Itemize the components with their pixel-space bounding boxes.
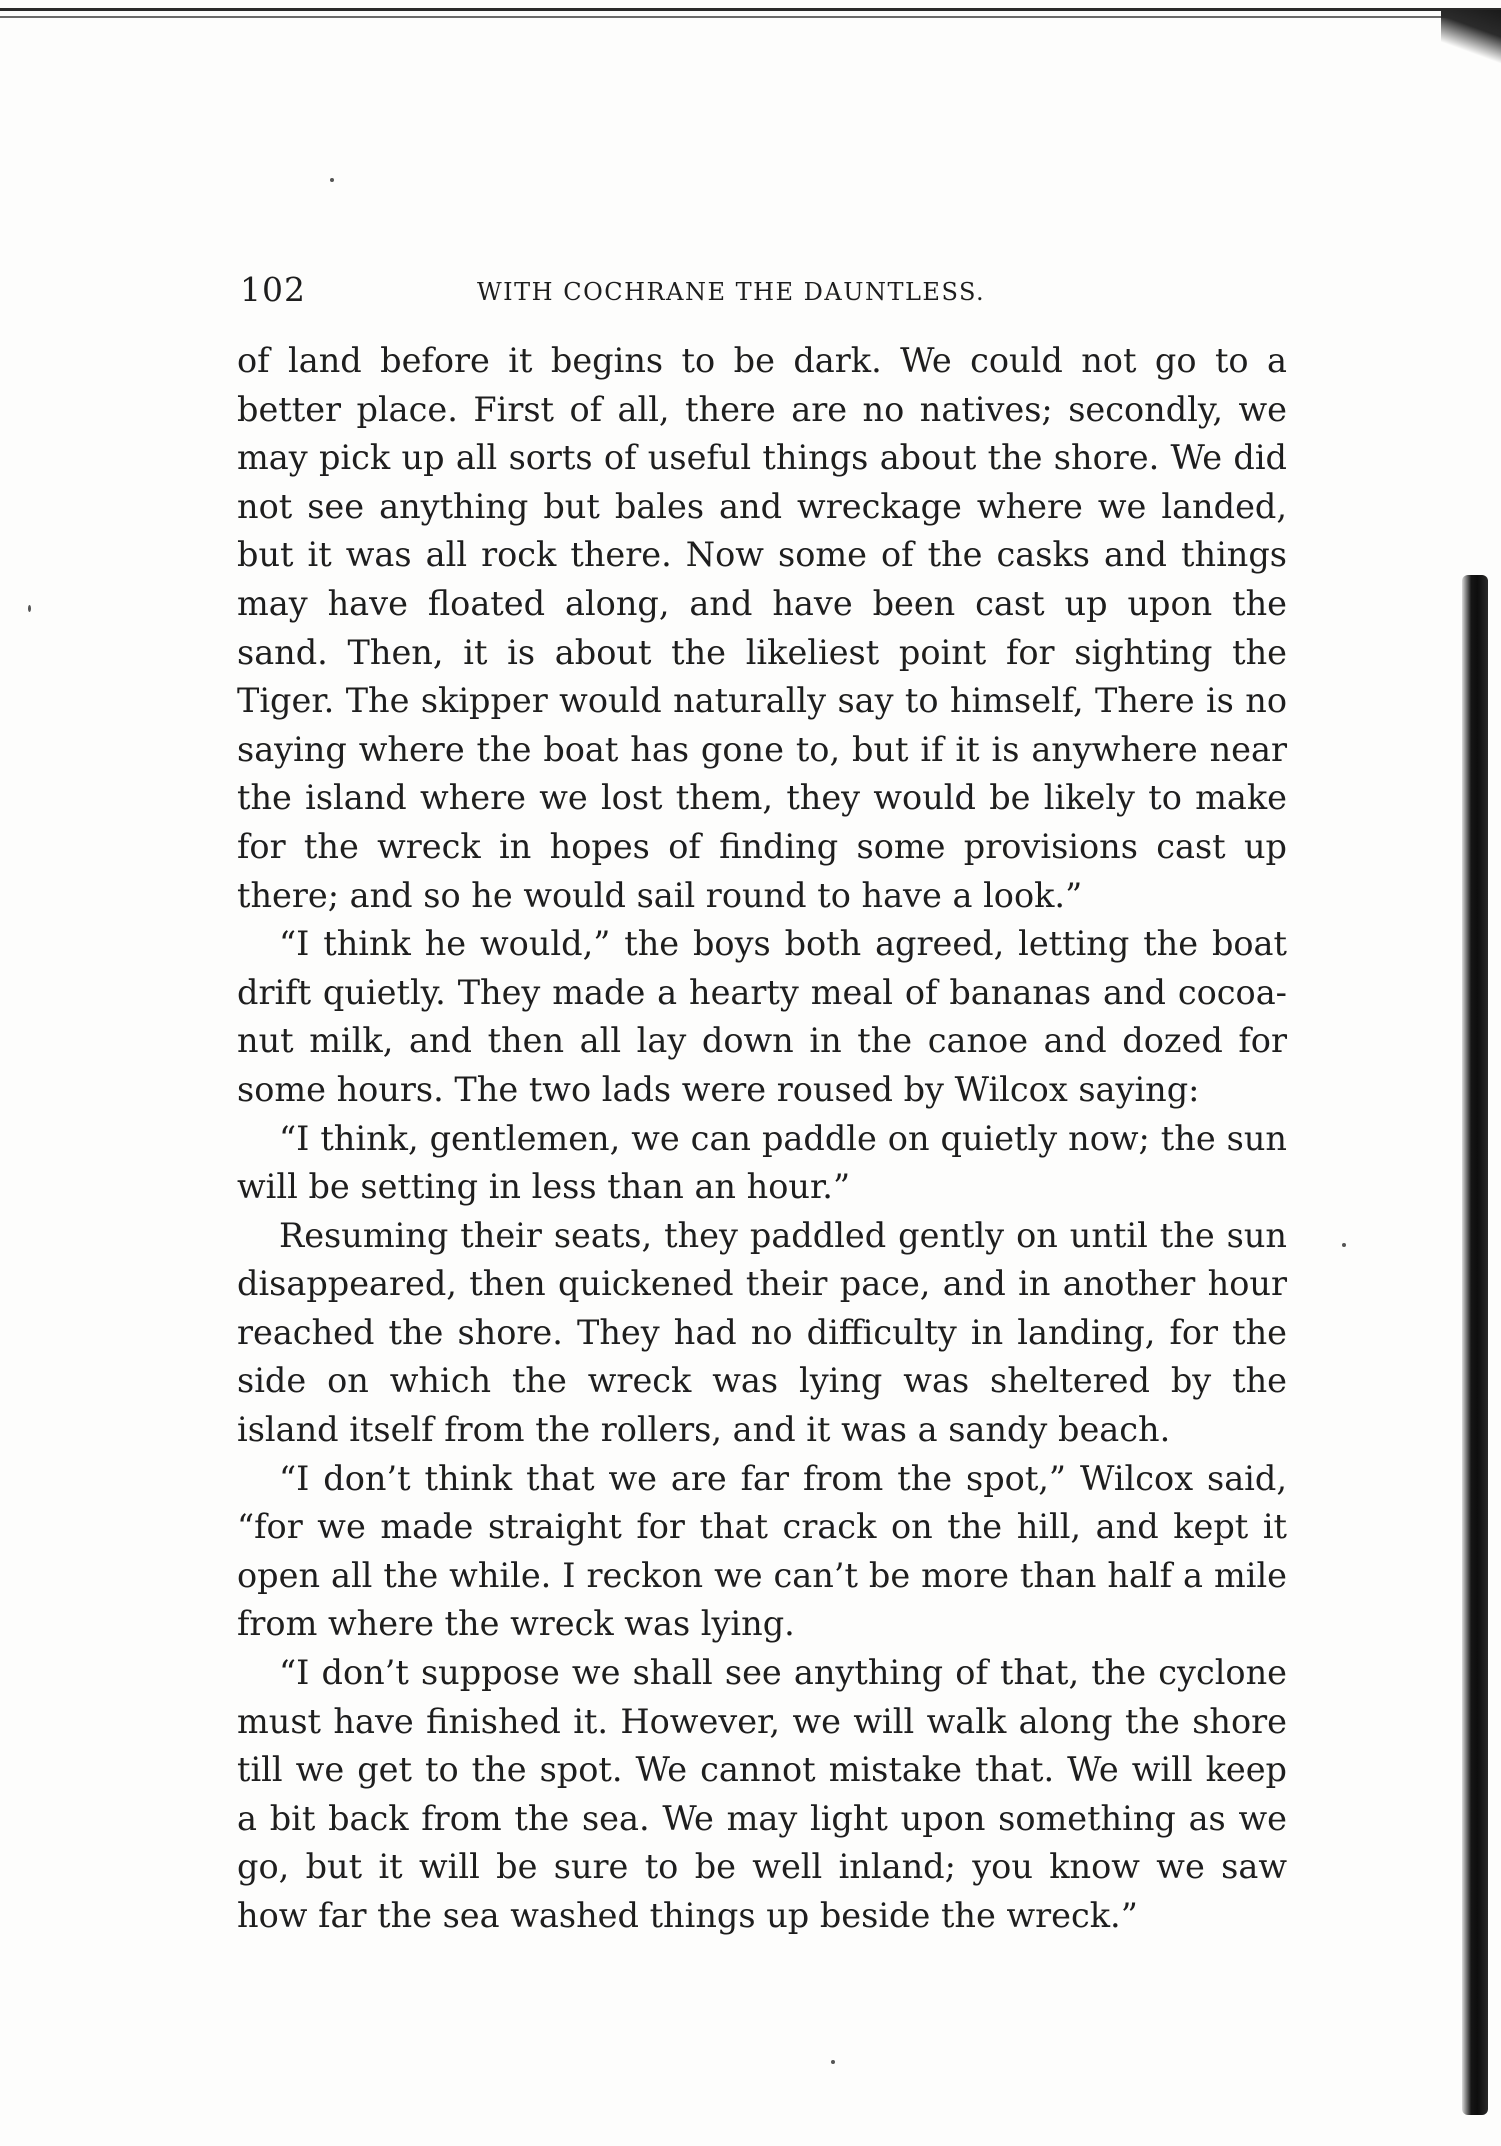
- scan-top-edge: [0, 8, 1501, 18]
- scan-speck: [330, 178, 334, 182]
- page-number: 102: [240, 270, 306, 309]
- scan-speck: [28, 605, 31, 612]
- paragraph: of land before it begins to be dark. We could not go to a better place. First of all, there are no natives; secondly, we may pick up all sorts of useful things about the shore. We did not see anything but bales and wreckage where we landed, but it was all rock there. Now some of the casks and things may have floated along, and have been cast up upon the sand. Then, it is about the likeliest point for sighting the Tiger. The skipper would naturally say to himself, There is no saying where the boat has gone to, but if it is anywhere near the island where we lost them, they would be likely to make for the wreck in hopes of finding some provisions cast up there; and so he would sail round to have a look.”: [237, 341, 1287, 915]
- running-title: WITH COCHRANE THE DAUNTLESS.: [477, 278, 986, 306]
- scan-speck: [831, 2060, 835, 2064]
- page-corner-shadow: [1441, 10, 1501, 65]
- scan-speck: [1342, 1243, 1346, 1247]
- binding-shadow: [1462, 575, 1488, 2115]
- paragraph: Resuming their seats, they paddled gently on until the sun disappeared, then quickened their pace, and in another hour reached the shore. They had no difficulty in landing, for the side on which the wreck was lying was sheltered by the island itself from the rollers, and it was a sandy beach.: [237, 1215, 1287, 1450]
- paragraph: “I don’t suppose we shall see anything of that, the cyclone must have finished it. However, we will walk along the shore till we get to the spot. We cannot mistake that. We will keep a bit back from the sea. We may light upon something as we go, but it will be sure to be well inland; you know we saw how far the sea washed things up beside the wreck.”: [237, 1653, 1287, 1935]
- paragraph: “I think he would,” the boys both agreed, letting the boat drift quietly. They made a hearty meal of bananas and cocoa-nut milk, and then all lay down in the canoe and dozed for some hours. The two lads were roused by Wilcox saying:: [237, 924, 1287, 1109]
- page-header: [240, 270, 1290, 310]
- paragraph: “I don’t think that we are far from the spot,” Wilcox said, “for we made straight for that crack on the hill, and kept it open all the while. I reckon we can’t be more than half a mile from where the wreck was lying.: [237, 1458, 1287, 1644]
- body-text: [237, 337, 1287, 1941]
- paragraph: “I think, gentlemen, we can paddle on quietly now; the sun will be setting in less than an hour.”: [237, 1118, 1287, 1207]
